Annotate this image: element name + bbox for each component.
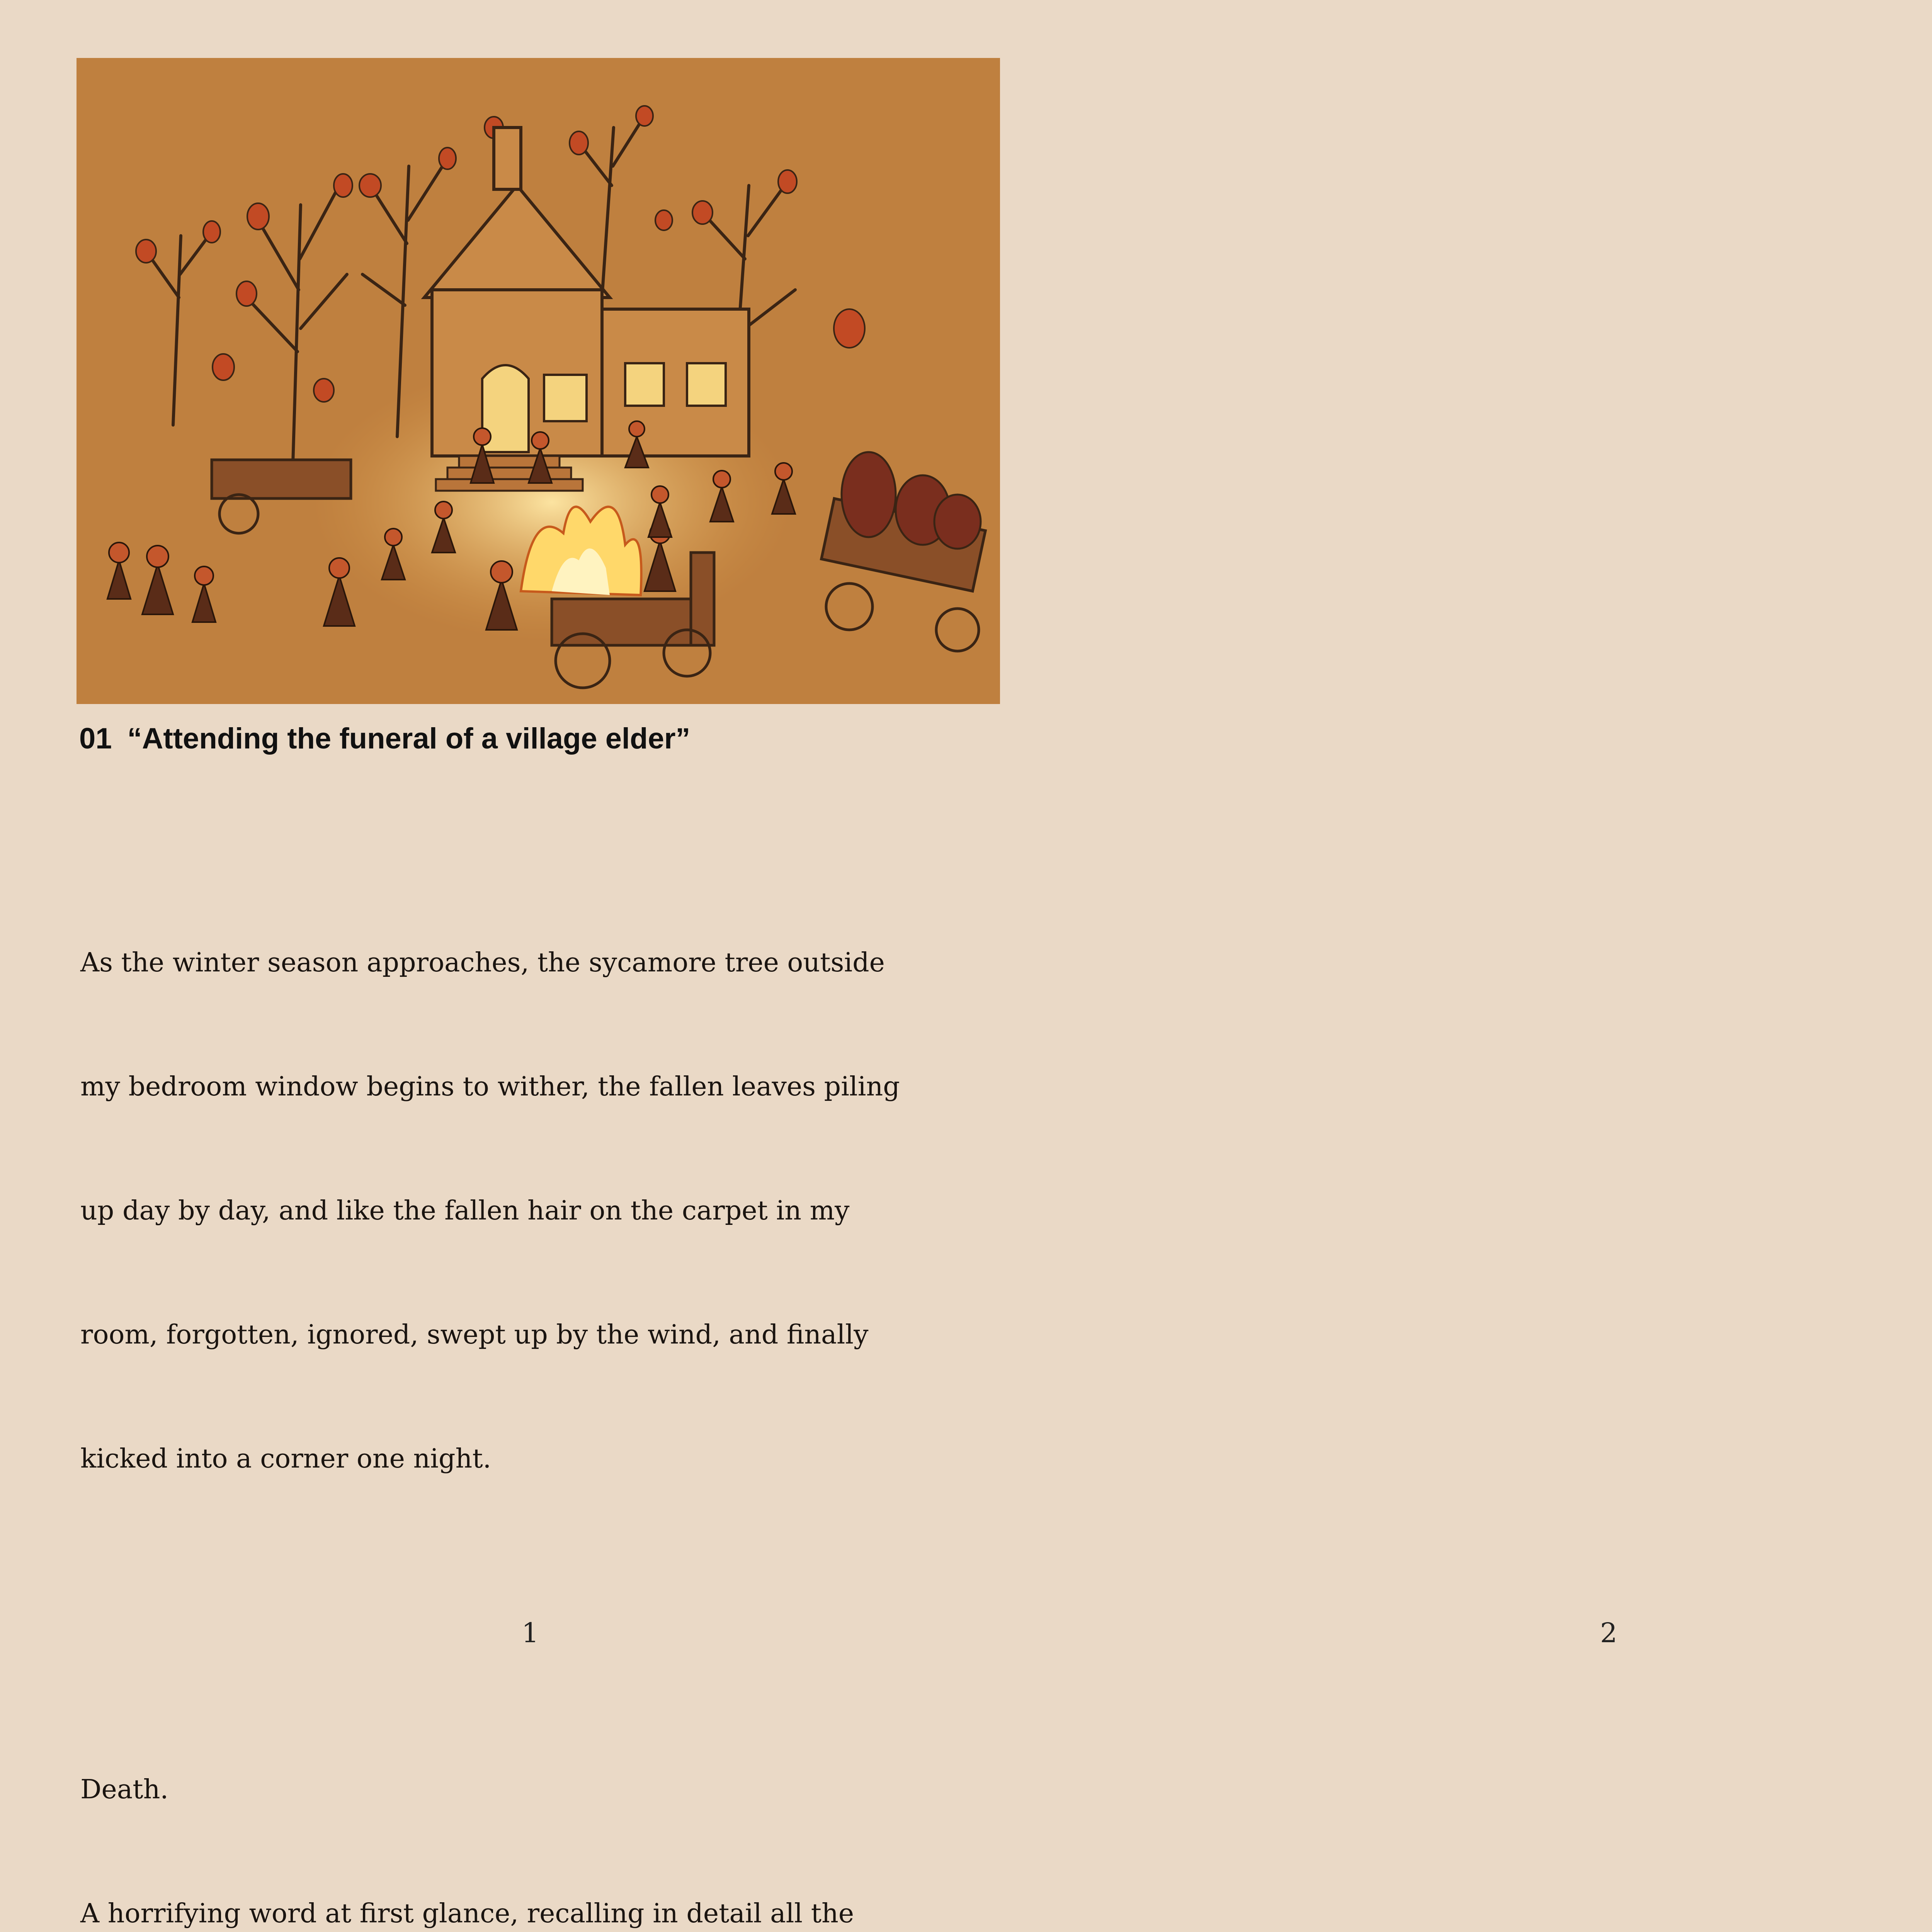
- left-body-text: [80, 777, 1027, 1932]
- paragraph: [80, 1686, 1027, 1932]
- text-line: Death.: [80, 1774, 169, 1805]
- chapter-title: “Attending the funeral of a village elder”: [127, 722, 690, 755]
- text-line: A horrifying word at first glance, recalling in detail all the: [80, 1898, 854, 1929]
- text-line: room, forgotten, ignored, swept up by the wind, and finally: [80, 1320, 869, 1350]
- text-line: my bedroom window begins to wither, the fallen leaves piling: [80, 1071, 900, 1102]
- text-line: kicked into a corner one night.: [80, 1444, 492, 1474]
- chapter-heading: [79, 722, 1007, 755]
- chapter-number: 01: [79, 722, 112, 755]
- funeral-illustration-color: [77, 58, 1000, 704]
- page-number: 1: [522, 1617, 539, 1649]
- text-line: As the winter season approaches, the sycamore tree outside: [80, 947, 885, 978]
- paragraph: [80, 859, 1027, 1562]
- page-number: 2: [1600, 1617, 1617, 1649]
- village-funeral-painting: [77, 58, 1000, 704]
- right-page: [1071, 0, 1932, 1709]
- text-line: up day by day, and like the fallen hair on the carpet in my: [80, 1196, 850, 1226]
